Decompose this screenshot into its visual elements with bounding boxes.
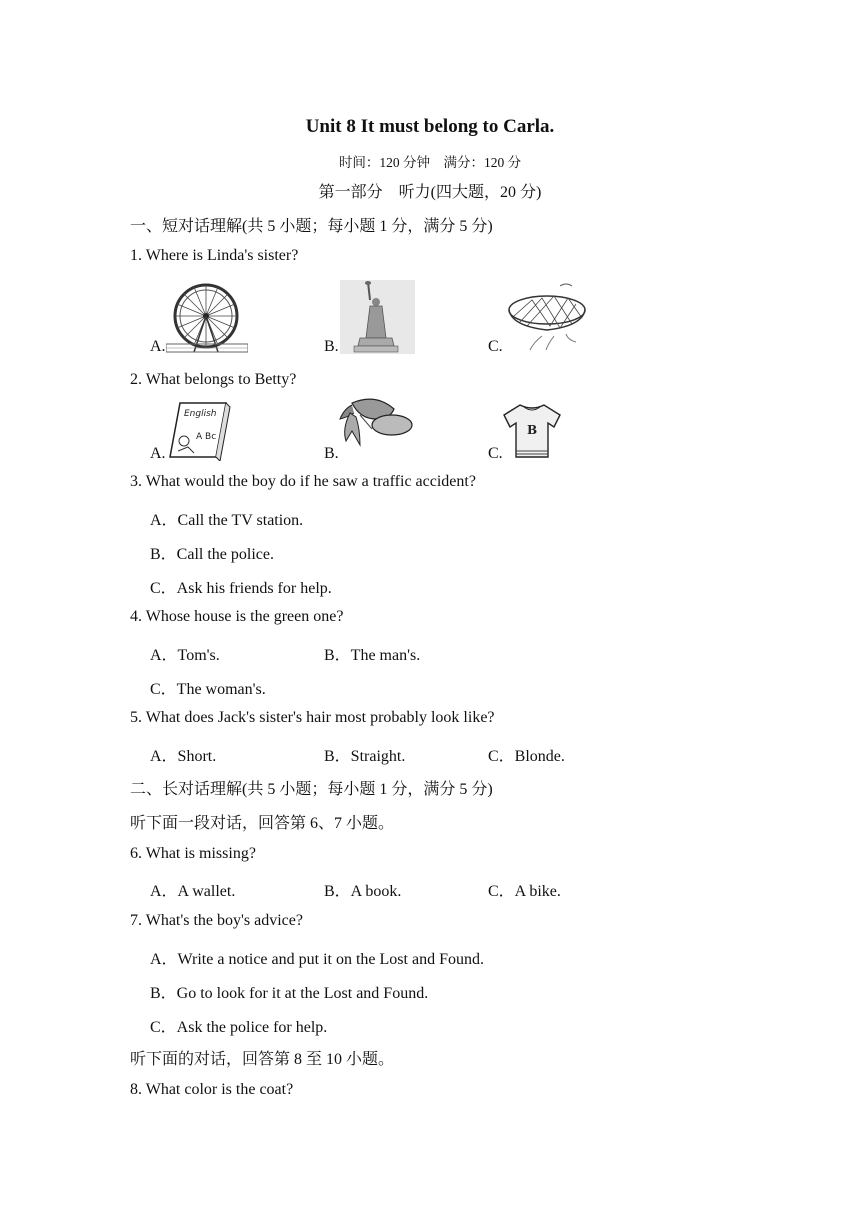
q1-option-c: C. xyxy=(488,338,503,355)
q7-option-a: A．Write a notice and put it on the Lost and Found. xyxy=(150,951,484,968)
book-cover-letters: A Bc xyxy=(196,432,217,442)
q5-option-c: C．Blonde. xyxy=(488,748,565,765)
q4-option-c: C．The woman's. xyxy=(150,681,266,698)
part-heading: 第一部分 听力(四大题，20 分) xyxy=(318,184,542,201)
section-heading-2: 二、长对话理解(共 5 小题；每小题 1 分，满分 5 分) xyxy=(130,781,493,798)
question-6: 6. What is missing? xyxy=(130,845,256,862)
q6-option-a: A．A wallet. xyxy=(150,883,236,900)
section-heading-1: 一、短对话理解(共 5 小题；每小题 1 分，满分 5 分) xyxy=(130,218,493,235)
birds-nest-stadium-icon xyxy=(502,280,592,352)
shirt-letter: B xyxy=(527,423,538,437)
question-5: 5. What does Jack's sister's hair most probably look like? xyxy=(130,709,495,726)
question-7: 7. What's the boy's advice? xyxy=(130,912,303,929)
q5-option-a: A．Short. xyxy=(150,748,217,765)
q7-option-b: B．Go to look for it at the Lost and Found. xyxy=(150,985,429,1002)
english-book-icon xyxy=(166,399,232,461)
question-2: 2. What belongs to Betty? xyxy=(130,371,297,388)
q5-option-b: B．Straight. xyxy=(324,748,406,765)
question-4: 4. Whose house is the green one? xyxy=(130,608,344,625)
q1-option-a: A. xyxy=(150,338,166,355)
q2-option-b: B. xyxy=(324,445,339,462)
t-shirt-icon xyxy=(500,401,564,461)
q2-option-c: C. xyxy=(488,445,503,462)
q6-option-c: C．A bike. xyxy=(488,883,561,900)
ferris-wheel-icon xyxy=(166,282,248,356)
page-title: Unit 8 It must belong to Carla. xyxy=(305,116,555,137)
q6-option-b: B．A book. xyxy=(324,883,402,900)
question-1: 1. Where is Linda's sister? xyxy=(130,247,299,264)
q3-option-a: A．Call the TV station. xyxy=(150,512,304,529)
q1-option-b: B. xyxy=(324,338,339,355)
book-cover-word: English xyxy=(184,409,217,419)
hat-icon xyxy=(332,395,414,463)
q4-option-b: B．The man's. xyxy=(324,647,421,664)
instruction-1: 听下面一段对话，回答第 6、7 小题。 xyxy=(130,815,395,832)
q7-option-c: C．Ask the police for help. xyxy=(150,1019,328,1036)
q2-option-a: A. xyxy=(150,445,166,462)
exam-time-score: 时间：120 分钟 满分：120 分 xyxy=(338,155,522,170)
q3-option-b: B．Call the police. xyxy=(150,546,274,563)
question-8: 8. What color is the coat? xyxy=(130,1081,294,1098)
q4-option-a: A．Tom's. xyxy=(150,647,220,664)
statue-of-liberty-icon xyxy=(340,280,415,354)
question-3: 3. What would the boy do if he saw a traffic accident? xyxy=(130,473,476,490)
instruction-2: 听下面的对话，回答第 8 至 10 小题。 xyxy=(130,1051,395,1068)
q3-option-c: C．Ask his friends for help. xyxy=(150,580,332,597)
